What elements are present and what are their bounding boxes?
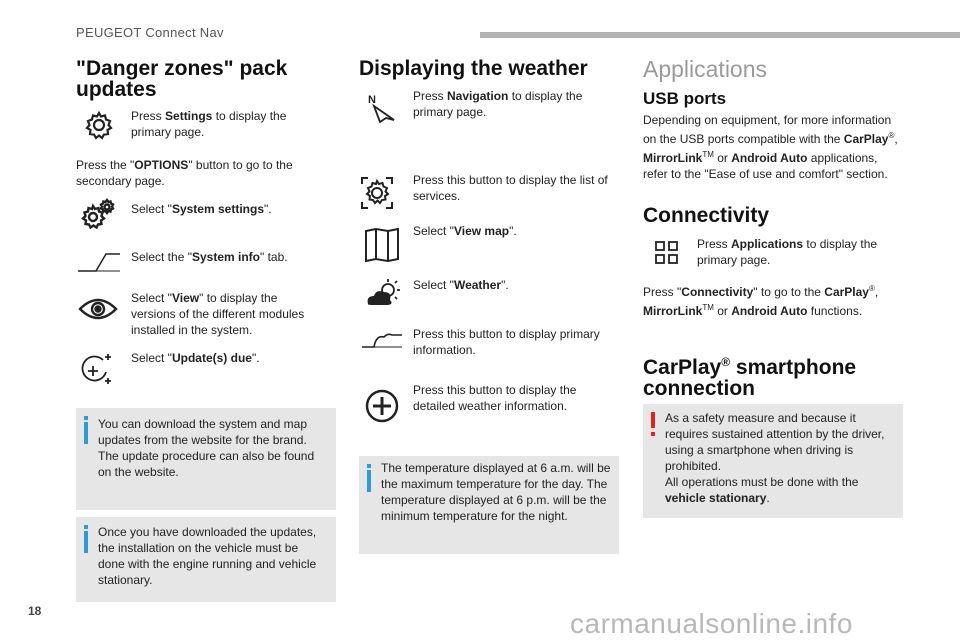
applications-grid-icon <box>654 240 680 266</box>
header-rule <box>480 32 960 38</box>
section-title-connectivity: Connectivity <box>643 204 770 227</box>
paragraph-options: Press the "OPTIONS" button to go to the secondary page. <box>76 158 293 188</box>
step-detailed-weather: Press this button to display the detailed weather information. <box>413 383 577 413</box>
map-icon <box>364 227 400 263</box>
running-header: PEUGEOT Connect Nav <box>76 25 224 40</box>
step-select-updates-due: Select "Update(s) due". <box>131 351 260 365</box>
paragraph-usb-ports: Depending on equipment, for more information on the USB ports compatible with the CarPlay®, MirrorLink™ or Android Auto applications, refer to the "Ease of use and comfort" section. <box>643 113 898 181</box>
step-select-view-map: Select "View map". <box>413 224 517 238</box>
step-select-weather: Select "Weather". <box>413 278 509 292</box>
page-number: 18 <box>28 604 42 618</box>
info-icon <box>367 470 371 492</box>
step-press-settings: Press Settings to display the primary page. <box>131 109 287 139</box>
plus-circle-icon <box>364 388 400 424</box>
watermark: carmanualsonline.info <box>570 608 853 639</box>
step-services: Press this button to display the list of services. <box>413 173 608 203</box>
subsection-title-usb: USB ports <box>643 89 727 108</box>
svg-text:N: N <box>368 94 376 106</box>
step-press-navigation: Press Navigation to display the primary page. <box>413 89 583 119</box>
section-title-carplay: CarPlay® smartphone connection <box>643 355 857 400</box>
section-title-danger-zones: "Danger zones" pack updates <box>76 57 288 101</box>
warning-icon <box>651 412 655 428</box>
navigation-arrow-icon <box>366 92 398 124</box>
info-note-download: You can download the system and map updates from the website for the brand. The update procedure can also be found on the website. <box>76 408 336 510</box>
step-select-view: Select "View" to display the versions of the different modules installed in the system. <box>131 291 305 337</box>
section-title-weather: Displaying the weather <box>359 57 588 80</box>
weather-icon <box>364 278 404 310</box>
gear-icon <box>84 110 114 140</box>
step-press-applications: Press Applications to display the primary page. <box>697 237 878 267</box>
services-gear-icon <box>360 176 394 210</box>
info-note-installation: Once you have downloaded the updates, the installation on the vehicle must be done with the engine running and vehicle stationary. <box>76 517 336 602</box>
slanted-tab-icon <box>76 251 122 273</box>
step-select-system-settings: Select "System settings". <box>131 202 272 216</box>
step-select-system-info: Select the "System info" tab. <box>131 250 288 264</box>
paragraph-connectivity: Press "Connectivity" to go to the CarPlay®, MirrorLink™ or Android Auto functions. <box>643 284 879 318</box>
update-icon <box>78 352 114 386</box>
info-note-temperature: The temperature displayed at 6 a.m. will be the maximum temperature for the day. The temperature displayed at 6 p.m. will be the minimum temperature for the night. <box>359 456 619 554</box>
step-primary-information: Press this button to display primary information. <box>413 327 600 357</box>
eye-icon <box>78 295 118 323</box>
cloud-tab-icon <box>360 331 404 349</box>
info-icon <box>84 422 88 444</box>
info-icon <box>84 531 88 553</box>
warning-note-smartphone: As a safety measure and because it requires sustained attention by the driver, using a smartphone when driving is prohibited. All operations must be done with the vehicle stationary. <box>643 404 903 518</box>
double-gear-icon <box>80 198 116 232</box>
section-title-applications: Applications <box>643 56 768 82</box>
